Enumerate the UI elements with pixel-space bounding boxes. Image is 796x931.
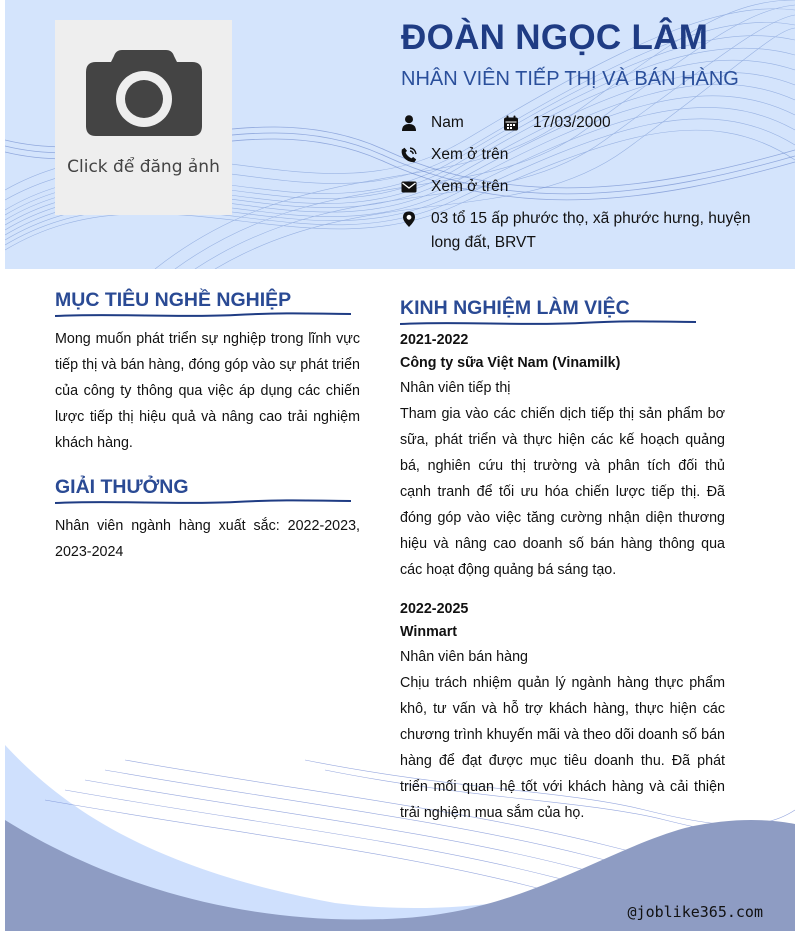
camera-icon	[86, 48, 202, 136]
job-description: Tham gia vào các chiến dịch tiếp thị sản phẩm bơ sữa, phát triển và thực hiện các kế hoạch quảng bá, nghiên cứu thị trường và phân tích đối thủ cạnh tranh để tối ưu hóa chiến lược tiếp thị. Đã đóng góp vào việc tăng cường nhận diện thương hiệu và nâng cao doanh số bán hàng thông qua các hoạt động quảng bá sáng tạo.	[400, 406, 725, 578]
experience-underline	[400, 319, 696, 327]
phone-value: Xem ở trên	[431, 146, 509, 163]
birthdate-value: 17/03/2000	[533, 114, 611, 131]
photo-upload-label: Click để đăng ảnh	[67, 157, 220, 177]
user-icon	[401, 115, 417, 131]
photo-upload[interactable]	[55, 20, 232, 215]
birthdate-row	[503, 114, 611, 135]
objective-underline	[55, 311, 351, 319]
awards-underline	[55, 498, 351, 506]
job-role: Nhân viên bán hàng	[400, 649, 528, 665]
job-company: Winmart	[400, 624, 458, 640]
gender-value: Nam	[431, 114, 464, 131]
email-row	[401, 178, 508, 199]
address-value: 03 tổ 15 ấp phước thọ, xã phước hưng, huyện long đất, BRVT	[431, 210, 751, 251]
gender-row	[401, 114, 464, 135]
job-company: Công ty sữa Việt Nam (Vinamilk)	[400, 355, 621, 371]
phone-row	[401, 146, 508, 167]
awards-heading: GIẢI THƯỞNG	[55, 476, 189, 498]
email-value: Xem ở trên	[431, 178, 509, 195]
phone-icon	[401, 147, 417, 163]
email-icon	[401, 179, 417, 195]
job-role: Nhân viên tiếp thị	[400, 380, 511, 396]
objective-heading: MỤC TIÊU NGHỀ NGHIỆP	[55, 289, 292, 311]
candidate-name: ĐOÀN NGỌC LÂM	[401, 18, 709, 57]
address-row	[401, 210, 761, 255]
objective-text: Mong muốn phát triển sự nghiệp trong lĩnh vực tiếp thị và bán hàng, đóng góp vào sự phát triển của công ty thông qua việc áp dụng các chiến lược tiếp thị hiệu quả và nâng cao trải nghiệm khách hàng.	[55, 331, 360, 451]
calendar-icon	[503, 115, 519, 131]
job-description: Chịu trách nhiệm quản lý ngành hàng thực phẩm khô, tư vấn và hỗ trợ khách hàng, thực hiện các chương trình khuyến mãi và theo dõi doanh số bán hàng để đạt được mục tiêu doanh thu. Đã phát triển mối quan hệ tốt với khách hàng và cải thiện trải nghiệm mua sắm của họ.	[400, 675, 725, 821]
cv-page	[5, 0, 795, 931]
job-period: 2021-2022	[400, 332, 469, 348]
experience-heading: KINH NGHIỆM LÀM VIỆC	[400, 297, 630, 319]
watermark: @joblike365.com	[627, 903, 763, 921]
location-icon	[401, 211, 417, 227]
job-period: 2022-2025	[400, 601, 469, 617]
candidate-title: NHÂN VIÊN TIẾP THỊ VÀ BÁN HÀNG	[401, 68, 739, 90]
awards-text: Nhân viên ngành hàng xuất sắc: 2022-2023, 2023-2024	[55, 518, 360, 560]
